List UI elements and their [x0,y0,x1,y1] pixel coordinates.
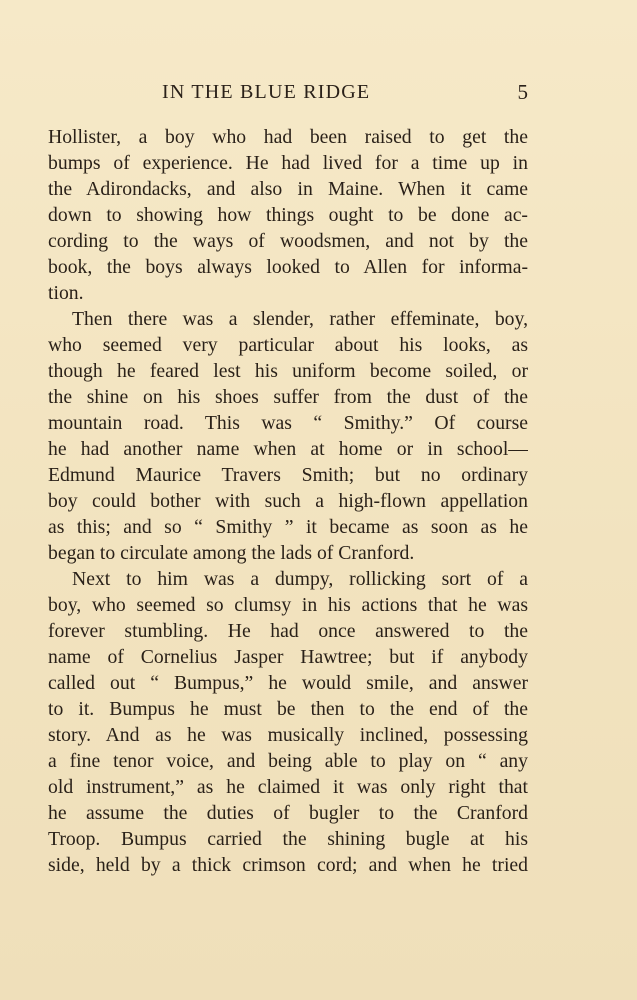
text-line: cording to the ways of woodsmen, and not by the [48,230,528,252]
text-line: a fine tenor voice, and being able to play on “ any [48,750,528,772]
text-line: forever stumbling. He had once answered to the [48,620,528,642]
text-line: boy, who seemed so clumsy in his actions that he was [48,594,528,616]
text-line: Hollister, a boy who had been raised to get the [48,126,528,148]
text-line: the shine on his shoes suffer from the dust of the [48,386,528,408]
running-title: IN THE BLUE RIDGE [162,81,371,103]
page-number: 5 [517,80,528,104]
text-line: tion. [48,282,84,304]
text-line: book, the boys always looked to Allen for informa- [48,256,528,278]
text-line: he assume the duties of bugler to the Cranford [48,802,528,824]
paragraph-hollister [48,124,528,306]
text-line: called out “ Bumpus,” he would smile, and answer [48,672,528,694]
text-line: Next to him was a dumpy, rollicking sort of a [72,568,528,590]
text-line: name of Cornelius Jasper Hawtree; but if anybody [48,646,528,668]
text-line: side, held by a thick crimson cord; and when he tried [48,854,528,876]
text-line: Then there was a slender, rather effeminate, boy, [72,308,528,330]
text-line: who seemed very particular about his looks, as [48,334,528,356]
paragraph-bumpus [48,566,528,878]
text-line: the Adirondacks, and also in Maine. When it came [48,178,528,200]
text-line: boy could bother with such a high-flown appellation [48,490,528,512]
text-line: began to circulate among the lads of Cranford. [48,542,415,564]
text-line: old instrument,” as he claimed it was only right that [48,776,528,798]
text-line: story. And as he was musically inclined, possessing [48,724,528,746]
text-line: bumps of experience. He had lived for a time up in [48,152,528,174]
text-line: mountain road. This was “ Smithy.” Of course [48,412,528,434]
text-line: he had another name when at home or in school— [48,438,528,460]
text-line: as this; and so “ Smithy ” it became as soon as he [48,516,528,538]
paragraph-smithy [48,306,528,566]
text-line: Edmund Maurice Travers Smith; but no ordinary [48,464,528,486]
running-head [48,78,528,106]
text-line: down to showing how things ought to be done ac- [48,204,528,226]
text-line: to it. Bumpus he must be then to the end of the [48,698,528,720]
text-line: Troop. Bumpus carried the shining bugle at his [48,828,528,850]
text-line: though he feared lest his uniform become soiled, or [48,360,528,382]
body-text [48,124,528,878]
